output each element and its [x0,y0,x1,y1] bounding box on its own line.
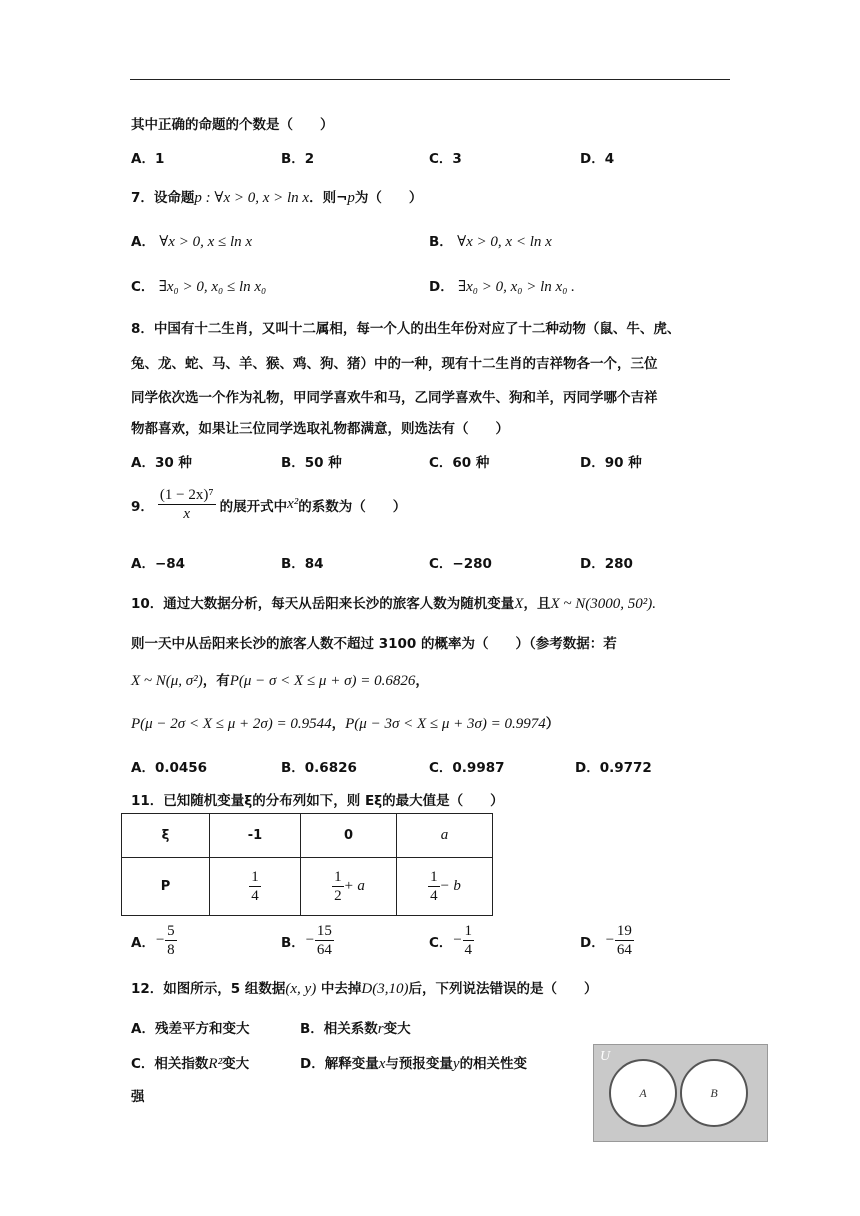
q11-option-a: A． − $\frac{5}{8}$ [131,923,175,958]
q10-line-1: 10．通过大数据分析，每天从岳阳来长沙的旅客人数为随机变量X，且X ~ N(3000, 50²). [131,596,656,612]
q7-stem: 7．设命题p : ∀x > 0, x > ln x．则¬p为（ ） [131,190,423,206]
table-cell: 0 [301,814,397,858]
q11-stem: 11．已知随机变量ξ的分布列如下，则 Eξ的最大值是（ ） [131,793,504,809]
q8-line-3: 同学依次选一个作为礼物，甲同学喜欢牛和马，乙同学喜欢牛、狗和羊，丙同学哪个吉祥 [131,390,658,406]
q7-option-d: D． ∃x₀ > 0, x₀ > ln x₀ . [429,279,575,295]
q12-option-c: C．相关指数R²变大 [131,1056,250,1072]
q11-option-d: D． − $\frac{19}{64}$ [580,923,632,958]
q12-option-b: B．相关系数r变大 [300,1021,411,1037]
table-cell: $\frac{1}{4}$ − b [397,858,493,916]
q10-line-3: X ~ N(μ, σ²)，有P(μ − σ < X ≤ μ + σ) = 0.6826， [131,673,429,689]
q7-option-a: A． ∀x > 0, x ≤ ln x [131,234,253,250]
table-cell: $\frac{1}{2}$ + a [301,858,397,916]
q11-option-c: C． − $\frac{1}{4}$ [429,923,473,958]
distribution-table [121,813,493,916]
q6-option-a: A．1 [131,151,165,167]
universe-label: U [600,1049,611,1064]
q6-option-d: D．4 [580,151,615,167]
q8-option-b: B．50 种 [281,455,342,471]
q10-line-2: 则一天中从岳阳来长沙的旅客人数不超过 3100 的概率为（ ）（参考数据：若 [131,636,617,652]
set-a-circle: A [609,1059,677,1127]
q6-option-c: C．3 [429,151,462,167]
q10-option-d: D．0.9772 [575,760,652,776]
q12-option-a: A．残差平方和变大 [131,1021,250,1037]
table-cell: -1 [210,814,301,858]
q12-option-d: D．解释变量x与预报变量y的相关性变 [300,1056,528,1072]
q10-option-a: A．0.0456 [131,760,208,776]
q12-option-d-wrap: 强 [131,1089,145,1105]
set-b-circle: B [680,1059,748,1127]
q9-option-a: A．−84 [131,556,186,572]
q6-option-b: B．2 [281,151,315,167]
q7-option-b: B． ∀x > 0, x < ln x [429,234,552,250]
q12-stem: 12．如图所示，5 组数据(x, y) 中去掉D(3,10)后，下列说法错误的是（ ） [131,981,598,997]
table-cell: a [397,814,493,858]
q9-option-b: B．84 [281,556,324,572]
q7-option-c: C． ∃x₀ > 0, x₀ ≤ ln x₀ [131,279,267,295]
q8-option-c: C．60 种 [429,455,490,471]
q9-option-d: D．280 [580,556,633,572]
table-cell: $\frac{1}{4}$ [210,858,301,916]
q6-tail: 其中正确的命题的个数是（ ） [131,117,334,133]
q8-line-1: 8．中国有十二生肖，又叫十二属相，每一个人的出生年份对应了十二种动物（鼠、牛、虎、 [131,321,681,337]
q10-option-c: C．0.9987 [429,760,505,776]
q9-option-c: C．−280 [429,556,492,572]
table-cell: P [122,858,210,916]
q8-line-2: 兔、龙、蛇、马、羊、猴、鸡、狗、猪）中的一种，现有十二生肖的吉祥物各一个，三位 [131,356,658,372]
q9-fraction: $\frac{\text{(1 − 2x)⁷}}{x}$ [159,487,214,522]
q8-option-d: D．90 种 [580,455,642,471]
q8-line-4: 物都喜欢，如果让三位同学选取礼物都满意，则选法有（ ） [131,421,509,437]
header-rule [130,79,730,80]
table-cell: ξ [122,814,210,858]
q11-option-b: B． − $\frac{15}{64}$ [281,923,332,958]
q8-option-a: A．30 种 [131,455,192,471]
q9-stem: 9． $\frac{\text{(1 − 2x)⁷}}{x}$ 的展开式中 x² 的系数为（ ） [131,487,407,522]
q10-option-b: B．0.6826 [281,760,357,776]
q10-line-4: P(μ − 2σ < X ≤ μ + 2σ) = 0.9544，P(μ − 3σ < X ≤ μ + 3σ) = 0.9974） [131,716,560,732]
venn-figure [593,1044,768,1142]
